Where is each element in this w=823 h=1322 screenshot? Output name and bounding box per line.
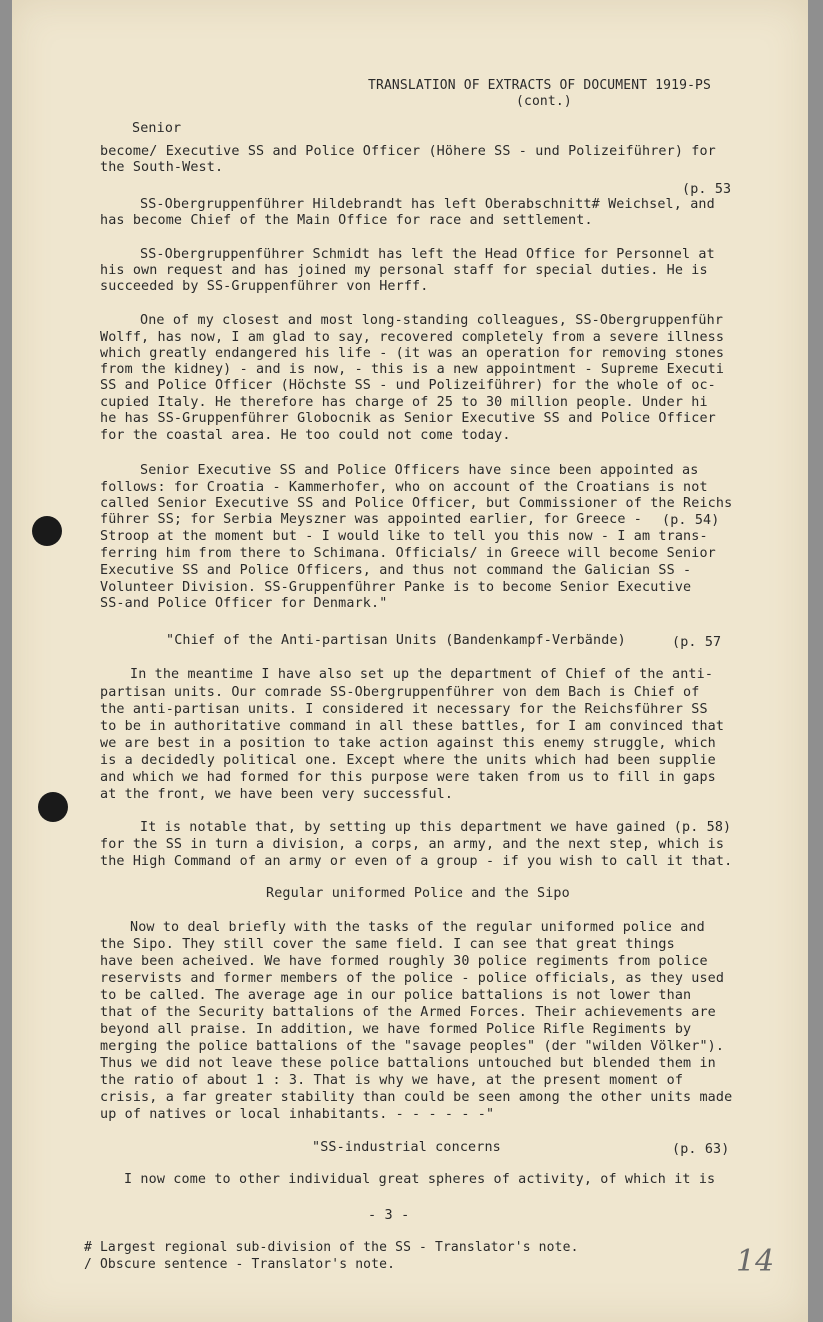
page-reference: (p. 57 — [672, 635, 722, 650]
section-heading: "Chief of the Anti-partisan Units (Bandenkampf-Verbände) — [166, 633, 626, 648]
document-title: TRANSLATION OF EXTRACTS OF DOCUMENT 1919-PS — [368, 78, 711, 93]
paragraph-line: to be in authoritative command in all these battles, for I am convinced that — [100, 719, 725, 734]
section-heading: Regular uniformed Police and the Sipo — [266, 886, 570, 901]
paragraph-line: SS-Obergruppenführer Schmidt has left the Head Office for Personnel at — [140, 247, 715, 262]
paragraph-line: his own request and has joined my personal staff for special duties. He is — [100, 263, 708, 278]
paragraph-line: to be called. The average age in our police battalions is not lower than — [100, 988, 692, 1003]
handwritten-page-mark: 14 — [736, 1244, 775, 1279]
paragraph-line: One of my closest and most long-standing colleagues, SS-Obergruppenführ — [140, 313, 724, 328]
section-heading: "SS-industrial concerns — [312, 1140, 501, 1155]
paragraph-line: cupied Italy. He therefore has charge of 25 to 30 million people. Under hi — [100, 395, 708, 410]
intro-line: Senior — [132, 121, 182, 136]
intro-line: become/ Executive SS and Police Officer (Höhere SS - und Polizeiführer) for — [100, 144, 716, 159]
paragraph-line: the anti-partisan units. I considered it necessary for the Reichsführer SS — [100, 702, 708, 717]
paragraph-line: Volunteer Division. SS-Gruppenführer Panke is to become Senior Executive — [100, 580, 692, 595]
paragraph-line: he has SS-Gruppenführer Globocnik as Senior Executive SS and Police Officer — [100, 411, 716, 426]
paragraph-line: from the kidney) - and is now, - this is a new appointment - Supreme Executi — [100, 362, 725, 377]
document-subtitle: (cont.) — [516, 94, 572, 109]
footnote: / Obscure sentence - Translator's note. — [84, 1257, 396, 1272]
paragraph-line: It is notable that, by setting up this department we have gained (p. 58) — [140, 820, 732, 835]
page-reference: (p. 63) — [672, 1142, 730, 1157]
paragraph-line: Senior Executive SS and Police Officers have since been appointed as — [140, 463, 699, 478]
page-reference: (p. 54) — [662, 513, 720, 528]
paragraph-line: at the front, we have been very successful. — [100, 787, 454, 802]
intro-line: the South-West. — [100, 160, 224, 175]
paragraph-line: Thus we did not leave these police battalions untouched but blended them in — [100, 1056, 716, 1071]
paragraph-line: SS-and Police Officer for Denmark." — [100, 596, 388, 611]
paragraph-line: SS and Police Officer (Höchste SS - und Polizeiführer) for the whole of oc- — [100, 378, 716, 393]
paragraph-line: Executive SS and Police Officers, and thus not command the Galician SS - — [100, 563, 692, 578]
page-number: - 3 - — [368, 1207, 410, 1223]
paragraph-line: the ratio of about 1 : 3. That is why we have, at the present moment of — [100, 1073, 684, 1088]
paragraph-line: reservists and former members of the police - police officials, as they used — [100, 971, 725, 986]
paragraph-line: up of natives or local inhabitants. - - - - - -" — [100, 1107, 495, 1122]
paragraph-line: the High Command of an army or even of a group - if you wish to call it that. — [100, 854, 733, 869]
paragraph-line: Wolff, has now, I am glad to say, recovered completely from a severe illness — [100, 330, 725, 345]
paragraph-line: and which we had formed for this purpose were taken from us to fill in gaps — [100, 770, 716, 785]
paragraph-line: ferring him from there to Schimana. Officials/ in Greece will become Senior — [100, 546, 716, 561]
paragraph-line: I now come to other individual great spheres of activity, of which it is — [124, 1172, 716, 1187]
page-reference: (p. 53 — [682, 182, 732, 197]
paragraph-line: beyond all praise. In addition, we have formed Police Rifle Regiments by — [100, 1022, 692, 1037]
paragraph-line: In the meantime I have also set up the department of Chief of the anti- — [130, 667, 714, 682]
paragraph-line: called Senior Executive SS and Police Officer, but Commissioner of the Reichs — [100, 496, 733, 511]
paragraph-line: succeeded by SS-Gruppenführer von Herff. — [100, 279, 429, 294]
paragraph-line: führer SS; for Serbia Meyszner was appointed earlier, for Greece - — [100, 512, 642, 527]
paragraph-line: which greatly endangered his life - (it was an operation for removing stones — [100, 346, 725, 361]
paragraph-line: we are best in a position to take action against this enemy struggle, which — [100, 736, 716, 751]
paragraph-line: for the coastal area. He too could not come today. — [100, 428, 511, 443]
paragraph-line: is a decidedly political one. Except where the units which had been supplie — [100, 753, 716, 768]
paragraph-line: Stroop at the moment but - I would like to tell you this now - I am trans- — [100, 529, 708, 544]
paragraph-line: that of the Security battalions of the Armed Forces. Their achievements are — [100, 1005, 716, 1020]
paragraph-line: follows: for Croatia - Kammerhofer, who on account of the Croatians is not — [100, 480, 708, 495]
document-page — [12, 0, 808, 1322]
paragraph-line: for the SS in turn a division, a corps, an army, and the next step, which is — [100, 837, 725, 852]
paragraph-line: crisis, a far greater stability than could be seen among the other units made — [100, 1090, 733, 1105]
paragraph-line: partisan units. Our comrade SS-Obergruppenführer von dem Bach is Chief of — [100, 685, 700, 700]
paragraph-line: Now to deal briefly with the tasks of the regular uniformed police and — [130, 920, 705, 935]
paragraph-line: SS-Obergruppenführer Hildebrandt has left Oberabschnitt# Weichsel, and — [140, 197, 715, 212]
punch-hole-bottom — [38, 792, 68, 822]
punch-hole-top — [32, 516, 62, 546]
paragraph-line: has become Chief of the Main Office for race and settlement. — [100, 213, 593, 228]
paragraph-line: have been acheived. We have formed roughly 30 police regiments from police — [100, 954, 708, 969]
footnote: # Largest regional sub-division of the SS - Translator's note. — [84, 1240, 579, 1255]
paragraph-line: the Sipo. They still cover the same field. I can see that great things — [100, 937, 675, 952]
paragraph-line: merging the police battalions of the "savage peoples" (der "wilden Völker"). — [100, 1039, 725, 1054]
